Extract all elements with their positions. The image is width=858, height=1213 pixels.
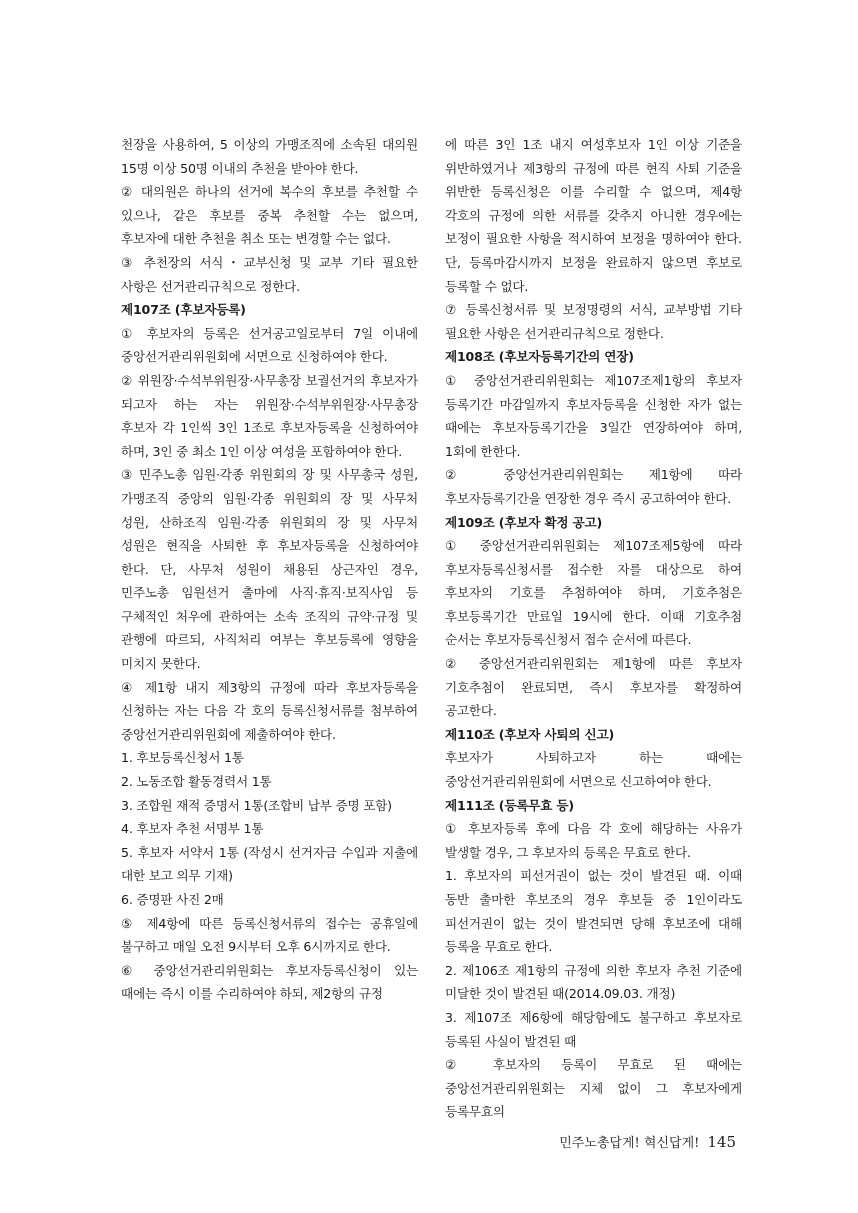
paragraph: 6. 증명판 사진 2매: [121, 892, 224, 907]
paragraph: ① 후보자의 등록은 선거공고일로부터 7일 이내에 중앙선거관리위원회에 서면으로 신청하여야 한다.: [121, 325, 418, 365]
paragraph: ① 중앙선거관리위원회는 제107조제5항에 따라 후보자등록신청서를 접수한 자를 대상으로 하여 후보자의 기호를 추첨하여야 하며, 기호추첨은 후보등록기간 만료일 19시에 한다. 이때 기호추첨 순서는 후보자등록신청서 접수 순서에 따른다.: [445, 538, 742, 648]
paragraph: ③ 추천장의 서식・교부신청 및 교부 기타 필요한 사항은 선거관리규칙으로 정한다.: [121, 254, 418, 294]
paragraph: 4. 후보자 추천 서명부 1통: [121, 821, 264, 837]
paragraph: ⑦ 등록신청서류 및 보정명령의 서식, 교부방법 기타 필요한 사항은 선거관리규칙으로 정한다.: [445, 302, 742, 341]
paragraph: ② 중앙선거관리위원회는 제1항에 따른 후보자 기호추첨이 완료되면, 즉시 후보자를 확정하여 공고한다.: [445, 656, 742, 719]
paragraph: 천장을 사용하여, 5 이상의 가맹조직에 소속된 대의원 15명 이상 50명 이내의 추천을 받아야 한다.: [121, 137, 418, 176]
paragraph: 1. 후보등록신청서 1통: [121, 750, 244, 766]
paragraph: 2. 제106조 제1항의 규정에 의한 후보자 추천 기준에 미달한 것이 발견된 때(2014.09.03. 개정): [445, 962, 742, 1002]
page-footer: [559, 1132, 736, 1151]
article-heading: 제107조 (후보자등록): [121, 302, 246, 318]
page-number: 145: [707, 1133, 736, 1151]
paragraph: ② 후보자의 등록이 무효로 된 때에는 중앙선거관리위원회는 지체 없이 그 후보자에게 등록무효의: [445, 1057, 742, 1120]
paragraph: 3. 제107조 제6항에 해당함에도 불구하고 후보자로 등록된 사실이 발견된 때: [445, 1009, 742, 1049]
paragraph: 에 따른 3인 1조 내지 여성후보자 1인 이상 기준을 위반하였거나 제3항의 규정에 따른 현직 사퇴 기준을 위반한 등록신청은 이를 수리할 수 없으며, 제4항 각호의 규정에 의한 서류를 갖추지 아니한 경우에는 보정이 필요한 사항을 적시하여 보정을 명하여야 한다. 단, 등록마감시까지 보정을 완료하지 않으면 후보로 등록할 수 없다.: [445, 137, 742, 294]
right-column: [445, 133, 742, 1124]
paragraph: ① 후보자등록 후에 다음 각 호에 해당하는 사유가 발생할 경우, 그 후보자의 등록은 무효로 한다.: [445, 821, 742, 860]
article-heading: 제111조 (등록무효 등): [445, 797, 574, 813]
paragraph: 2. 노동조합 활동경력서 1통: [121, 774, 272, 790]
paragraph: ② 중앙선거관리위원회는 제1항에 따라 후보자등록기간을 연장한 경우 즉시 공고하여야 한다.: [445, 467, 742, 506]
paragraph: ⑤ 제4항에 따른 등록신청서류의 접수는 공휴일에 불구하고 매일 오전 9시부터 오후 6시까지로 한다.: [121, 915, 418, 955]
paragraph: ④ 제1항 내지 제3항의 규정에 따라 후보자등록을 신청하는 자는 다음 각 호의 등록신청서류를 첨부하여 중앙선거관리위원회에 제출하여야 한다.: [121, 679, 418, 742]
paragraph: ② 위원장·수석부위원장·사무총장 보궐선거의 후보자가 되고자 하는 자는 위원장·수석부위원장·사무총장 후보자 각 1인씩 3인 1조로 후보자등록을 신청하여야 하며, 3인 중 최소 1인 이상 여성을 포함하여야 한다.: [121, 372, 418, 459]
paragraph: 1. 후보자의 피선거권이 없는 것이 발견된 때. 이때 동반 출마한 후보조의 경우 후보들 중 1인이라도 피선거권이 없는 것이 발견되면 당해 후보조에 대해 등록을 무효로 한다.: [445, 868, 742, 955]
paragraph: ③ 민주노총 임원·각종 위원회의 장 및 사무총국 성원, 가맹조직 중앙의 임원·각종 위원회의 장 및 사무처 성원, 산하조직 임원·각종 위원회의 장 및 사무처 성원은 현직을 사퇴한 후 후보자등록을 신청하여야 한다. 단, 사무처 성원이 채용된 상근자인 경우, 민주노총 임원선거 출마에 사직·휴직·보직사임 등 구체적인 처우에 관하여는 소속 조직의 규약·규정 및 관행에 따르되, 사직처리 여부는 후보등록에 영향을 미치지 못한다.: [121, 467, 418, 672]
paragraph: ⑥ 중앙선거관리위원회는 후보자등록신청이 있는 때에는 즉시 이를 수리하여야 하되, 제2항의 규정: [121, 962, 418, 1002]
paragraph: 5. 후보자 서약서 1통 (작성시 선거자금 수입과 지출에 대한 보고 의무 기재): [121, 844, 418, 884]
article-heading: 제110조 (후보자 사퇴의 신고): [445, 726, 615, 742]
paragraph: 3. 조합원 재적 증명서 1통(조합비 납부 증명 포함): [121, 797, 392, 813]
article-heading: 제109조 (후보자 확정 공고): [445, 514, 603, 530]
footer-slogan: 민주노총답게! 혁신답게!: [559, 1136, 700, 1151]
article-heading: 제108조 (후보자등록기간의 연장): [445, 349, 634, 365]
paragraph: 후보자가 사퇴하고자 하는 때에는 중앙선거관리위원회에 서면으로 신고하여야 한다.: [445, 750, 742, 790]
left-column: [121, 133, 418, 1006]
paragraph: ① 중앙선거관리위원회는 제107조제1항의 후보자 등록기간 마감일까지 후보자등록을 신청한 자가 없는 때에는 후보자등록기간을 3일간 연장하여야 하며, 1회에 한한다.: [445, 372, 742, 459]
paragraph: ② 대의원은 하나의 선거에 복수의 후보를 추천할 수 있으나, 같은 후보를 중복 추천할 수는 없으며, 후보자에 대한 추천을 취소 또는 변경할 수는 없다.: [121, 184, 418, 247]
